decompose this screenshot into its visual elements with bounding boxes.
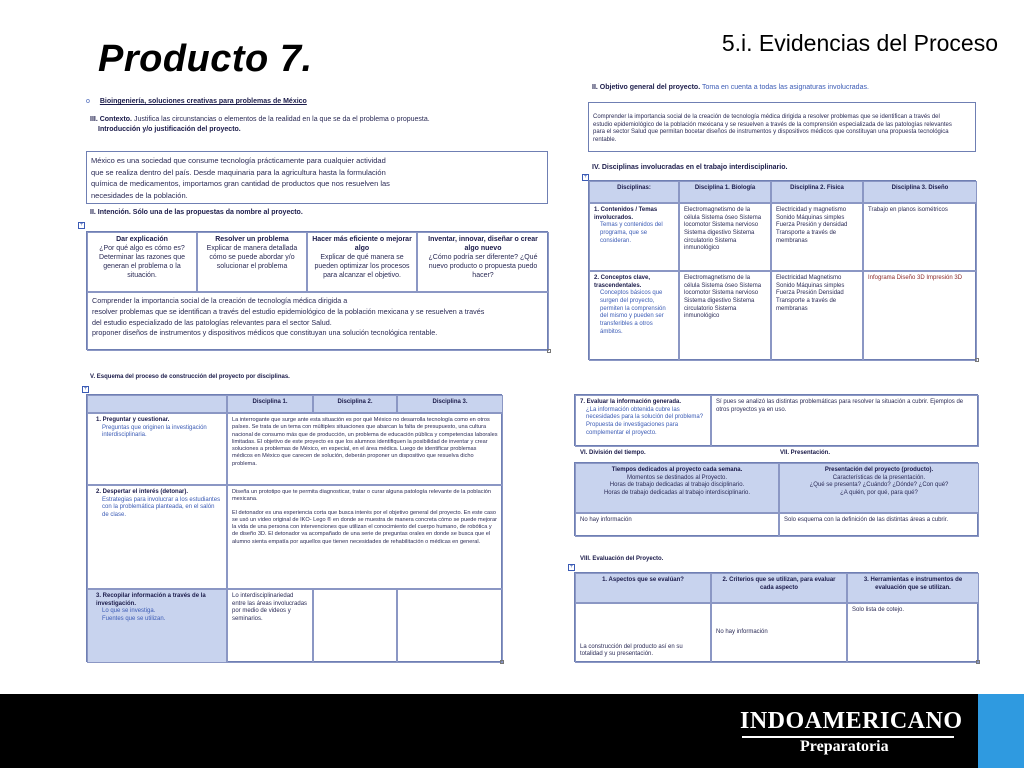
intention-header: Resolver un problema xyxy=(215,236,289,243)
row-label-cell xyxy=(575,395,711,447)
table-anchor-icon[interactable]: + xyxy=(583,174,588,180)
presentation-header: Presentación del proyecto (producto). xyxy=(824,467,934,473)
evaluation-heading: VIII. Evaluación del Proyecto. xyxy=(580,556,664,562)
intention-body-line: proponer diseños de instrumentos y dispositivos médicos que constituyan una solución tecnológica rentable. xyxy=(92,328,438,338)
disciplines-header: Disciplina 2. Física xyxy=(771,181,863,203)
content-text: La construcción del producto así en su totalidad y su presentación. xyxy=(580,643,683,658)
intention-heading: II. Intención. xyxy=(90,209,131,216)
brand-logo-subtitle: Preparatoria xyxy=(800,738,889,755)
table-anchor-icon[interactable]: + xyxy=(569,564,574,570)
intention-header: Inventar, innovar, diseñar o crear algo nuevo xyxy=(428,236,538,252)
brand-logo-name: INDOAMERICANO xyxy=(740,708,963,734)
objective-line: rentable. xyxy=(593,137,617,144)
presentation-line: ¿Qué se presenta? ¿Cuándo? ¿Dónde? ¿Con qué? xyxy=(809,482,949,489)
objective-box xyxy=(588,102,976,152)
slide-title: Producto 7. xyxy=(98,38,313,80)
row-label: 2. Conceptos clave, trascendentales. xyxy=(594,275,651,289)
disciplines-header: Disciplinas: xyxy=(589,181,679,203)
resize-handle[interactable] xyxy=(975,358,979,362)
objective-line: estudio epidemiológico de la población mexicana y se resuelven a través de la comprensión especializada de las patologías relevantes xyxy=(593,121,952,128)
row-hint: Preguntas que originen la investigación interdisciplinaria. xyxy=(102,424,207,439)
content-cell: Lo interdisciplinariedad entre las áreas involucradas por medio de videos y seminarios. xyxy=(227,589,313,663)
time-division-heading: VI. División del tiempo. xyxy=(580,450,646,456)
right-top-document xyxy=(583,84,976,360)
scheme-header: Disciplina 2. xyxy=(313,395,397,413)
intention-table xyxy=(86,231,548,350)
resize-handle[interactable] xyxy=(976,660,980,664)
objective-line: Comprender la importancia social de la creación de tecnología médica dirigida a resolver problemas que se identifican a través del xyxy=(593,114,940,120)
content-cell xyxy=(711,603,847,663)
resize-handle[interactable] xyxy=(500,660,504,664)
context-subheading: Introducción y/o justificación del proyecto. xyxy=(98,126,241,133)
evaluation-table xyxy=(574,572,978,662)
section-title: 5.i. Evidencias del Proceso xyxy=(721,30,998,56)
presentation-line: Características de la presentación. xyxy=(832,474,926,481)
row-label-cell xyxy=(589,203,679,271)
evaluate-table xyxy=(574,394,978,446)
content-cell: Electricidad y magnetismo Sonido Máquinas simples Fuerza Presión y densidad Transporte a través de membranas xyxy=(771,203,863,271)
content-cell xyxy=(575,603,711,663)
objective-hint: Toma en cuenta a todas las asignaturas involucradas. xyxy=(701,84,869,91)
row-label: 2. Despertar el interés (detonar). xyxy=(96,489,189,495)
disciplines-header: Disciplina 3. Diseño xyxy=(863,181,977,203)
resize-handle[interactable] xyxy=(547,349,551,353)
intention-cell-text: Explicar de manera detallada cómo se puede abordar y/o solucionar el problema xyxy=(206,244,298,270)
content-cell: Sí pues se analizó las distintas problemáticas para resolver la situación a cubrir. Ejemplos de otros proyectos ya en uso. xyxy=(711,395,979,447)
scheme-header xyxy=(87,395,227,413)
scheme-heading: V. Esquema del proceso de construcción del proyecto por disciplinas. xyxy=(90,374,290,380)
table-anchor-icon[interactable]: + xyxy=(79,222,84,228)
content-cell: No hay información xyxy=(575,513,779,537)
context-line: química de medicamentos, importamos gran cantidad de productos que nos resuelven las xyxy=(91,179,390,189)
content-text: No hay información xyxy=(716,629,768,636)
scheme-header: Disciplina 1. xyxy=(227,395,313,413)
left-bottom-document xyxy=(84,374,504,664)
content-cell xyxy=(397,589,503,663)
intention-body xyxy=(87,292,549,351)
content-text: El detonador es una experiencia corta que busca interés por el objetivo general del proyecto. En este caso se usó un video original de IKO- Lego ® en donde se muestra de manera concreta cómo se puede mejorar la vida de una persona con intervenciones que utilizan el conocimiento del cuerpo humano, de robótica y de diseño 3D. El detonador va acompañado de una serie de preguntas orales en donde se busca que el alumno sienta empatía por aquellos que tienen necesidades de rehabilitación o médicas en general. xyxy=(232,509,498,545)
row-label-cell xyxy=(87,485,227,589)
time-header-cell xyxy=(575,463,779,513)
bullet: o xyxy=(86,98,90,105)
intention-body-line: resolver problemas que se identifican a través del estudio epidemiológico de la población mexicana y se resuelven a través xyxy=(92,306,485,316)
intention-cell xyxy=(417,232,549,292)
disciplines-table xyxy=(588,180,976,360)
scheme-table xyxy=(86,394,502,662)
content-text: Diseña un prototipo que te permita diagnosticar, tratar o curar alguna patología relevante de la población mexicana. xyxy=(232,489,492,503)
presentation-heading: VII. Presentación. xyxy=(780,450,831,456)
context-line: necesidades de la población. xyxy=(91,190,188,200)
context-line: que se realiza dentro del país. Desde maquinaria para la agricultura hasta la formulación xyxy=(91,167,386,177)
content-cell: La interrogante que surge ante esta situación es por qué México no desarrolla tecnología como en otros países. Se trata de un tema con múltiples situaciones que abarcan la falta de presupuesto, una cultura nacional de consumo más que de producción, un problema de educación pública y competencias laborales limitadas. El objetivo de este proyecto es que los alumnos identifiquen la posibilidad de inventar y crear soluciones a problemas de México, en especial, en el área médica. Luego de identificar problemas médicos en México que carecen de solución, deberán proponer un dispositivo que resuelva dicho problema. xyxy=(227,413,503,485)
disciplines-header: Disciplina 1. Biología xyxy=(679,181,771,203)
time-presentation-table xyxy=(574,462,978,536)
objective-line: para el sector Salud que permitan bocetar diseños de instrumentos y dispositivos médicos que constituyan una propuesta tecnológica xyxy=(593,129,949,136)
time-header: Tiempos dedicados al proyecto cada semana. xyxy=(611,467,743,473)
content-cell xyxy=(227,485,503,589)
evaluation-header: 2. Criterios que se utilizan, para evaluar cada aspecto xyxy=(711,573,847,603)
evaluation-header: 1. Aspectos que se evalúan? xyxy=(575,573,711,603)
row-hint: Conceptos básicos que surgen del proyecto, permiten la comprensión del mismo y pueden ser transferibles a otros ámbitos. xyxy=(600,290,666,335)
content-cell: Electromagnetismo de la célula Sistema óseo Sistema locomotor Sistema nervioso Sistema digestivo Sistema circulatorio Sistema inmunológico xyxy=(679,203,771,271)
objective-heading: II. Objetivo general del proyecto. xyxy=(592,84,701,91)
time-line: Horas de trabajo dedicadas al trabajo interdisciplinario. xyxy=(603,490,751,497)
row-label: 1. Preguntar y cuestionar. xyxy=(96,417,170,423)
intention-cell xyxy=(307,232,417,292)
intention-cell-text: ¿Por qué algo es cómo es? Determinar las razones que generan el problema o la situación. xyxy=(99,244,185,279)
intention-header: Dar explicación xyxy=(116,236,168,243)
row-label-cell xyxy=(589,271,679,361)
intention-cell xyxy=(197,232,307,292)
content-cell: Trabajo en planos isométricos xyxy=(863,203,977,271)
right-bottom-document xyxy=(569,394,978,664)
context-box xyxy=(86,151,548,204)
intention-body-line: Comprender la importancia social de la creación de tecnología médica dirigida a xyxy=(92,296,348,305)
row-label-cell xyxy=(87,413,227,485)
project-name: Bioingeniería, soluciones creativas para problemas de México xyxy=(99,98,307,105)
presentation-line: ¿A quién, por qué, para qué? xyxy=(840,490,918,497)
context-line: México es una sociedad que consume tecnología prácticamente para cualquier actividad xyxy=(91,156,386,165)
row-label: 1. Contenidos / Temas involucrados. xyxy=(594,207,658,221)
intention-header: Hacer más eficiente o mejorar algo xyxy=(312,236,412,252)
time-line: Momentos se destinados al Proyecto. xyxy=(626,474,728,481)
context-heading: III. Contexto. xyxy=(90,116,132,123)
row-label-cell xyxy=(87,589,227,663)
content-cell: Infograma Diseño 3D Impresión 3D xyxy=(863,271,977,361)
content-cell: Solo esquema con la definición de las distintas áreas a cubrir. xyxy=(779,513,979,537)
context-text: Justifica las circunstancias o elementos de la realidad en la que se da el problema o propuesta. xyxy=(133,116,430,123)
table-anchor-icon[interactable]: + xyxy=(83,386,88,392)
left-top-document xyxy=(79,98,548,350)
scheme-header: Disciplina 3. xyxy=(397,395,503,413)
intention-cell xyxy=(87,232,197,292)
disciplines-heading: IV. Disciplinas involucradas en el trabajo interdisciplinario. xyxy=(592,164,788,171)
evaluation-header: 3. Herramientas e instrumentos de evaluación que se utilizan. xyxy=(847,573,979,603)
content-cell: Electromagnetismo de la célula Sistema óseo Sistema locomotor Sistema nervioso Sistema digestivo Sistema circulatorio Sistema inmunológico xyxy=(679,271,771,361)
presentation-header-cell xyxy=(779,463,979,513)
intention-cell-text: ¿Cómo podría ser diferente? ¿Qué nuevo producto o propuesta puedo hacer? xyxy=(428,253,538,279)
intention-body-line: del estudio especializado de las patologías relevantes para el sector Salud. xyxy=(92,317,332,327)
row-hint: ¿La información obtenida cubre las necesidades para la solución del problema? Propuesta de investigaciones para complementar el proyecto. xyxy=(586,406,704,436)
row-hint: Lo que se investiga. xyxy=(102,608,156,615)
content-cell: Solo lista de cotejo. xyxy=(847,603,979,663)
content-cell xyxy=(313,589,397,663)
intention-text: Sólo una de las propuestas da nombre al proyecto. xyxy=(132,209,303,216)
content-cell: Electricidad Magnetismo Sonido Máquinas simples Fuerza Presión Densidad Transporte a través de membranas xyxy=(771,271,863,361)
row-label: 7. Evaluar la información generada. xyxy=(580,399,682,405)
footer-accent xyxy=(978,694,1024,768)
intention-cell-text: Explicar de qué manera se pueden optimizar los procesos para alcanzar el objetivo. xyxy=(314,253,410,279)
row-hint: Temas y contenidos del programa, que se consideran. xyxy=(600,222,663,244)
row-label: 3. Recopilar información a través de la investigación. xyxy=(96,593,206,607)
row-hint: Fuentes que se utilizan. xyxy=(102,616,166,623)
row-hint: Estrategias para involucrar a los estudiantes con la problemática planteada, en el salón de clase. xyxy=(102,496,221,519)
time-line: Horas de trabajo dedicadas al trabajo disciplinario. xyxy=(609,482,745,489)
